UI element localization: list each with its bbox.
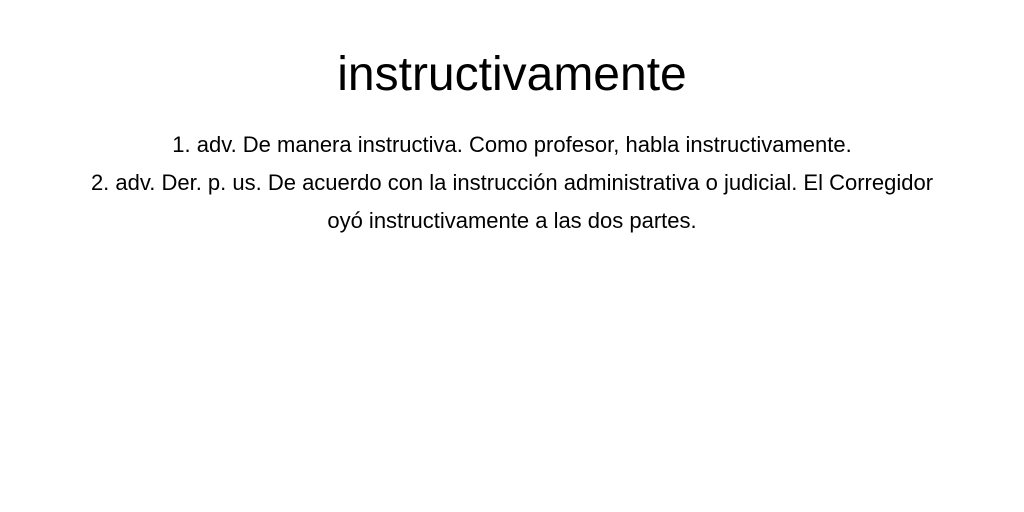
headword: instructivamente [337, 48, 687, 101]
definition-2: 2. adv. Der. p. us. De acuerdo con la instrucción administrativa o judicial. El Corregidor oyó instructivamente a las dos partes. [90, 170, 934, 233]
definition-1: 1. adv. De manera instructiva. Como profesor, habla instructivamente. [172, 132, 852, 157]
definition-list [0, 126, 1024, 240]
